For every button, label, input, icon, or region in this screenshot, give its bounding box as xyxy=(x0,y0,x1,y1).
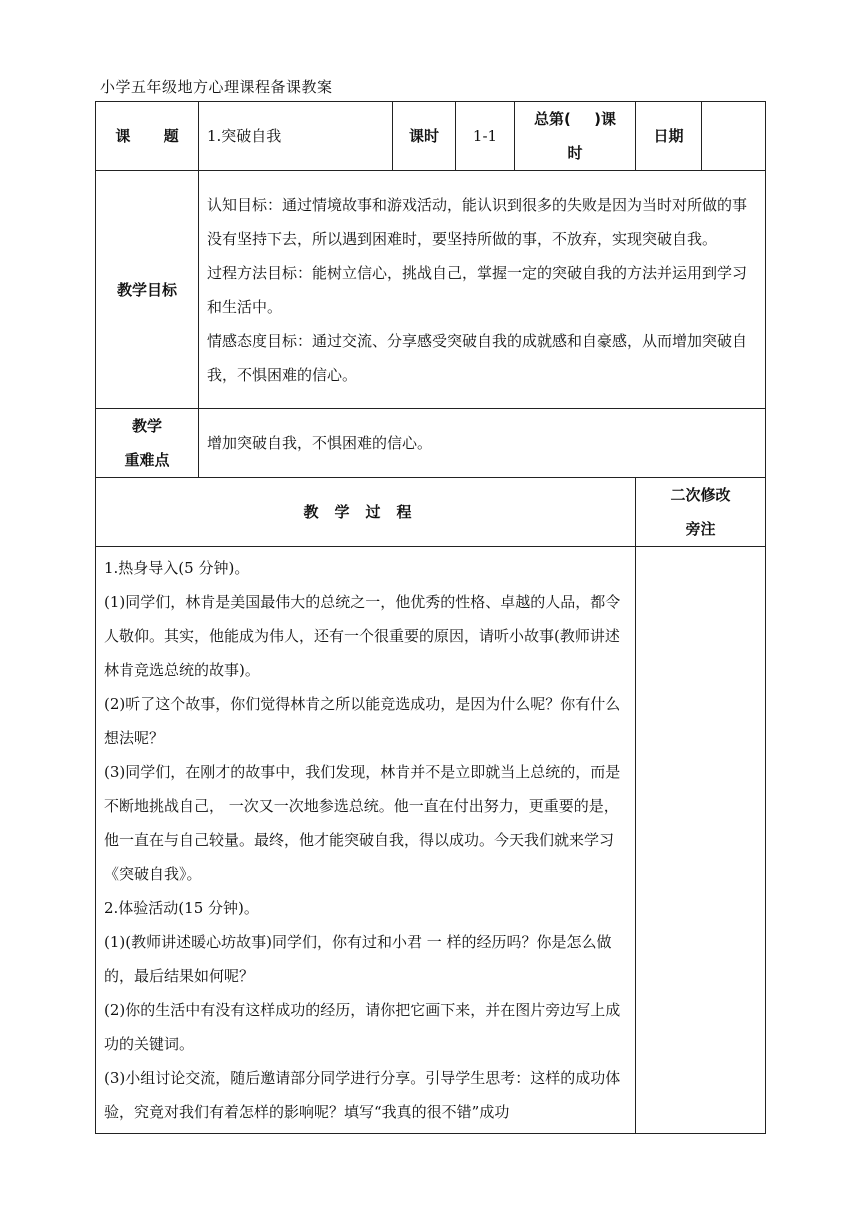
topic-value: 1.突破自我 xyxy=(199,102,393,171)
process-paragraph: (1)同学们，林肯是美国最伟大的总统之一，他优秀的性格、卓越的人品，都令人敬仰。其实，他能成为伟人，还有一个很重要的原因，请听小故事(教师讲述林肯竞选总统的故事)。 xyxy=(104,593,621,679)
key-points-label-line2: 重难点 xyxy=(124,451,170,469)
process-content xyxy=(96,547,636,1134)
key-points-label-line1: 教学 xyxy=(131,417,162,435)
date-value xyxy=(702,102,766,171)
goals-content xyxy=(199,171,766,409)
date-label: 日期 xyxy=(636,102,702,171)
notes-content xyxy=(636,547,766,1134)
period-label: 课时 xyxy=(393,102,456,171)
process-paragraph: (2)你的生活中有没有这样成功的经历，请你把它画下来，并在图片旁边写上成功的关键词。 xyxy=(104,1001,621,1053)
key-points-label xyxy=(96,409,199,478)
process-heading-row xyxy=(96,478,766,547)
total-period-label-line2: 时 xyxy=(567,144,583,162)
notes-label-line1: 二次修改 xyxy=(670,486,731,504)
topic-label-text: 课 题 xyxy=(115,127,179,145)
process-heading: 教学过程 xyxy=(303,503,428,521)
document-header: 小学五年级地方心理课程备课教案 xyxy=(100,78,333,96)
topic-label xyxy=(96,102,199,171)
goals-row xyxy=(96,171,766,409)
title-row xyxy=(96,102,766,171)
process-row xyxy=(96,547,766,1134)
process-paragraph: 2.体验活动(15 分钟)。 xyxy=(104,899,259,917)
process-heading-cell xyxy=(96,478,636,547)
process-paragraph: (2)听了这个故事，你们觉得林肯之所以能竞选成功，是因为什么呢？你有什么想法呢？ xyxy=(104,695,621,747)
total-period-label xyxy=(515,102,636,171)
process-paragraph: (3)同学们，在刚才的故事中，我们发现，林肯并不是立即就当上总统的，而是不断地挑战自己， 一次又一次地参选总统。他一直在付出努力，更重要的是，他一直在与自己较量。最终，他才能突破自我，得以成功。今天我们就来学习《突破自我》。 xyxy=(104,763,621,883)
total-period-label-line1: 总第( )课 xyxy=(534,110,616,128)
goals-label: 教学目标 xyxy=(96,171,199,409)
process-paragraph: 1.热身导入(5 分钟)。 xyxy=(104,559,250,577)
goal-process: 过程方法目标：能树立信心，挑战自己，掌握一定的突破自我的方法并运用到学习和生活中。 xyxy=(207,263,748,316)
key-points-row xyxy=(96,409,766,478)
period-value: 1-1 xyxy=(456,102,515,171)
lesson-plan-table xyxy=(95,101,766,1134)
process-paragraph: (1)(教师讲述暖心坊故事)同学们，你有过和小君 一 样的经历吗？你是怎么做的，最后结果如何呢？ xyxy=(104,933,612,985)
process-paragraph: (3)小组讨论交流，随后邀请部分同学进行分享。引导学生思考：这样的成功体验，究竟对我们有着怎样的影响呢？填写“我真的很不错”成功 xyxy=(104,1069,621,1121)
notes-label xyxy=(636,478,766,547)
goal-emotion: 情感态度目标：通过交流、分享感受突破自我的成就感和自豪感，从而增加突破自我，不惧困难的信心。 xyxy=(207,331,748,384)
notes-label-line2: 旁注 xyxy=(685,520,716,538)
goal-cognitive: 认知目标：通过情境故事和游戏活动，能认识到很多的失败是因为当时对所做的事没有坚持下去，所以遇到困难时，要坚持所做的事，不放弃，实现突破自我。 xyxy=(207,195,748,248)
key-points-content: 增加突破自我，不惧困难的信心。 xyxy=(199,409,766,478)
